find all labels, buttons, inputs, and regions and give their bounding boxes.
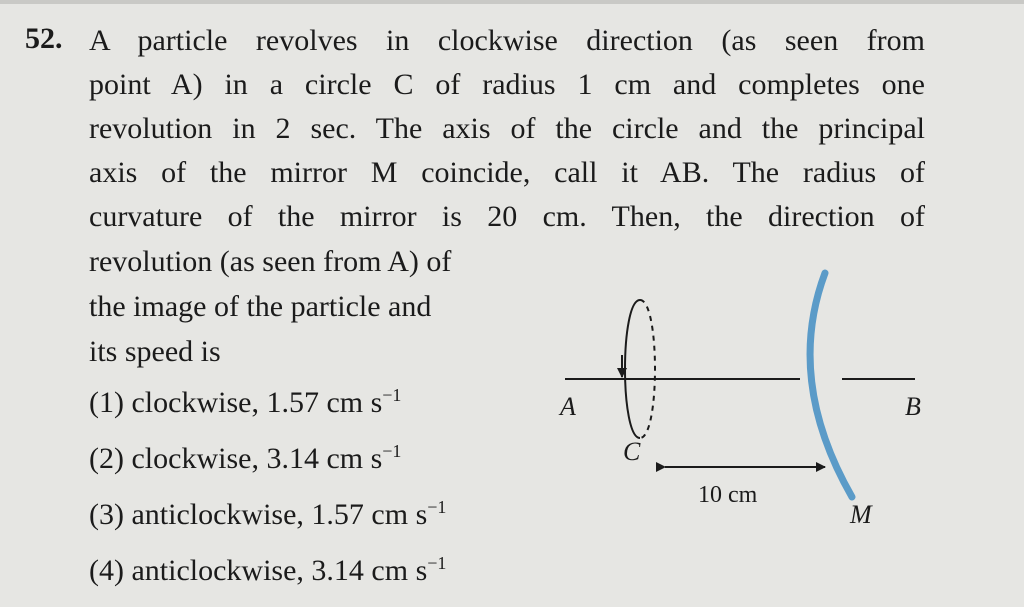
label-a: A [560, 392, 576, 421]
option-number: (1) [89, 386, 124, 419]
option-2[interactable] [89, 442, 401, 476]
option-3[interactable] [89, 498, 446, 532]
question-line-8: its speed is [89, 335, 221, 368]
option-number: (3) [89, 498, 124, 531]
circle-front-arc [625, 300, 640, 438]
question-line-6: revolution (as seen from A) of [89, 245, 452, 278]
option-exponent: −1 [427, 497, 447, 517]
circle-back-arc [640, 300, 655, 438]
option-text: clockwise, 1.57 cm s [131, 386, 383, 419]
label-b: B [905, 392, 921, 421]
option-exponent: −1 [382, 385, 402, 405]
option-exponent: −1 [382, 441, 402, 461]
label-c: C [623, 437, 641, 466]
question-line-5: curvature of the mirror is 20 cm. Then, the direction of [89, 200, 925, 233]
question-line-3: revolution in 2 sec. The axis of the circle and the principal [89, 112, 925, 145]
option-4[interactable] [89, 554, 446, 588]
top-rule [0, 0, 1024, 4]
label-m: M [850, 500, 872, 529]
option-1[interactable] [89, 386, 401, 420]
option-text: anticlockwise, 3.14 cm s [131, 554, 428, 587]
question-line-2: point A) in a circle C of radius 1 cm and completes one [89, 68, 925, 101]
option-text: anticlockwise, 1.57 cm s [131, 498, 428, 531]
question-line-1: A particle revolves in clockwise direction (as seen from [89, 24, 925, 57]
option-number: (4) [89, 554, 124, 587]
mirror-diagram [540, 255, 940, 545]
question-line-4: axis of the mirror M coincide, call it AB. The radius of [89, 156, 925, 189]
distance-label: 10 cm [698, 482, 758, 508]
question-line-7: the image of the particle and [89, 290, 432, 323]
question-number: 52. [25, 22, 63, 55]
option-exponent: −1 [427, 553, 447, 573]
option-number: (2) [89, 442, 124, 475]
option-text: clockwise, 3.14 cm s [131, 442, 383, 475]
concave-mirror [810, 273, 852, 497]
